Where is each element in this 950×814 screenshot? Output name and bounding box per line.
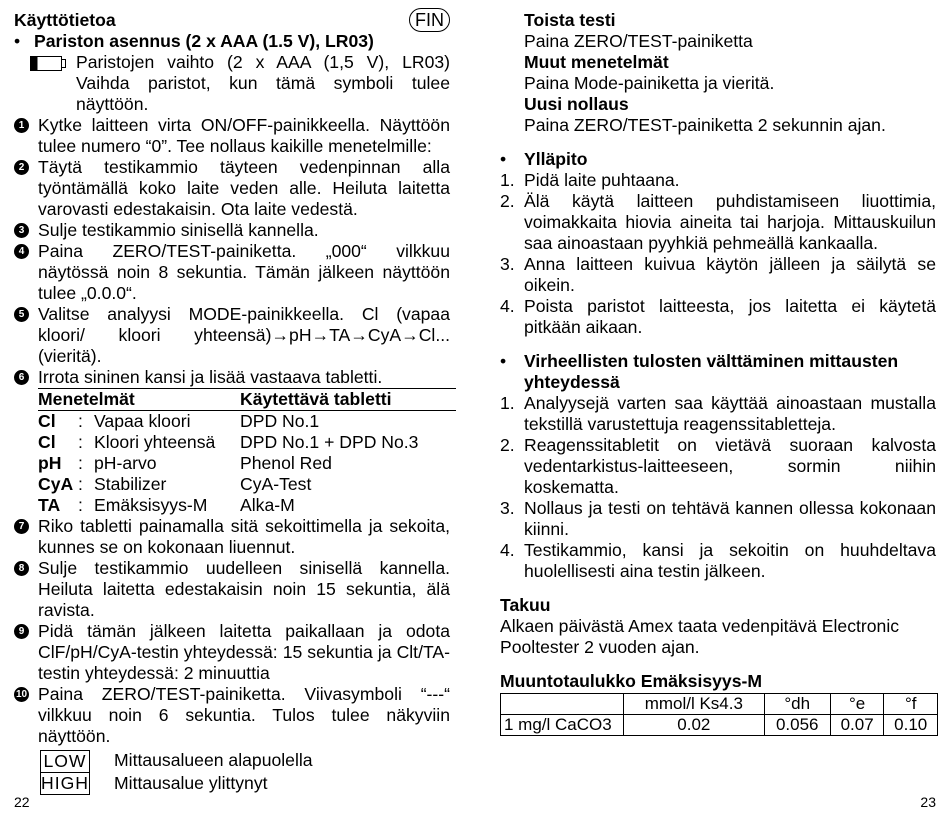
section-heading: Uusi nollaus [524, 94, 629, 114]
section-heading: Muut menetelmät [524, 52, 669, 72]
battery-heading: Pariston asennus (2 x AAA (1.5 V), LR03) [34, 31, 374, 51]
low-indicator-text: Mittausalueen alapuolella [114, 750, 313, 770]
conversion-table [500, 693, 938, 736]
method-name: pH-arvo [94, 453, 157, 473]
bullet-icon: • [500, 149, 507, 169]
errors-heading-row [500, 351, 936, 393]
item-text: Älä käytä laitteen puhdistamiseen liuottimia, voimakkaita hiovia aineita tai harjoja. Mittauskuilun saa ainoastaan pyyhkiä pehmeällä kankaalla. [524, 191, 936, 253]
method-tablet: DPD No.1 [240, 411, 320, 431]
conversion-value-cell: 0.02 [624, 715, 765, 736]
step-number-icon: 7 [14, 519, 29, 534]
method-code: Cl [38, 411, 56, 431]
step-number-icon: 8 [14, 561, 29, 576]
method-colon: : [78, 411, 83, 431]
battery-icon [30, 52, 76, 115]
page-number-right: 23 [920, 794, 936, 810]
item-number: 3. [500, 254, 515, 274]
low-indicator-row [40, 750, 450, 773]
tablet-header: Käytettävä tabletti [240, 389, 456, 411]
method-name: Vapaa kloori [94, 411, 191, 431]
list-item [500, 498, 936, 540]
method-tablet: Phenol Red [240, 453, 332, 473]
conversion-value-cell: 0.056 [764, 715, 830, 736]
high-indicator-text: Mittausalue ylittynyt [114, 773, 268, 793]
method-row [38, 411, 456, 433]
item-text: Pidä laite puhtaana. [524, 170, 680, 190]
list-item [500, 191, 936, 254]
low-indicator: LOW [40, 750, 90, 773]
list-item [500, 170, 936, 191]
list-item [500, 296, 936, 338]
battery-note [14, 52, 450, 115]
conversion-value-cell: 0.10 [884, 715, 938, 736]
battery-heading-row [14, 31, 450, 52]
step-number-icon: 1 [14, 118, 29, 133]
conversion-header-cell: °e [830, 694, 884, 715]
step-text: Sulje testikammio uudelleen sinisellä kannella. Heiluta laitetta edestakaisin noin 15 sekuntia, älä ravista. [38, 558, 450, 620]
warranty-heading: Takuu [500, 595, 551, 615]
list-item [500, 435, 936, 498]
item-text: Analyysejä varten saa käyttää ainoastaan mustalla tekstillä varustettuja reagenssitabletteja. [524, 393, 936, 434]
item-text: Reagenssitabletit on vietävä suoraan kalvosta vedentarkistus-laitteeseen, sormin niihin koskematta. [524, 435, 936, 497]
method-colon: : [78, 495, 83, 515]
maintenance-heading: Ylläpito [524, 149, 588, 169]
steps-list-a [14, 115, 450, 388]
left-page [14, 10, 450, 795]
method-code: pH [38, 453, 62, 473]
instruction-step [14, 220, 450, 241]
high-indicator-row [40, 773, 450, 795]
item-text: Anna laitteen kuivua käytön jälleen ja säilytä se oikein. [524, 254, 936, 295]
method-row [38, 432, 456, 453]
conversion-header-cell: °dh [764, 694, 830, 715]
method-colon: : [78, 432, 83, 452]
method-name: Kloori yhteensä [94, 432, 216, 452]
method-row [38, 453, 456, 474]
conversion-value-row [501, 715, 938, 736]
conversion-heading: Muuntotaulukko Emäksisyys-M [500, 671, 763, 691]
method-colon: : [78, 453, 83, 473]
step-text: Riko tabletti painamalla sitä sekoittimella ja sekoita, kunnes se on kokonaan liuennut. [38, 516, 450, 557]
section-text: Paina ZERO/TEST-painiketta [524, 31, 753, 51]
item-text: Poista paristot laitteesta, jos laitetta ei käytetä pitkään aikaan. [524, 296, 936, 337]
item-number: 4. [500, 296, 515, 316]
step-text: Paina ZERO/TEST-painiketta. „000“ vilkkuu näytössä noin 8 sekuntia. Tämän jälkeen näyttöön tulee „0.0.0“. [38, 241, 450, 303]
method-code: Cl [38, 432, 56, 452]
method-code: TA [38, 495, 61, 515]
section-text: Paina Mode-painiketta ja vieritä. [524, 73, 775, 93]
bullet-icon: • [500, 351, 507, 371]
step-text: Sulje testikammio sinisellä kannella. [38, 220, 319, 240]
instruction-step [14, 115, 450, 157]
item-number: 4. [500, 540, 515, 560]
section-text: Paina ZERO/TEST-painiketta 2 sekunnin ajan. [524, 115, 886, 135]
method-name: Emäksisyys-M [94, 495, 208, 515]
conversion-header-cell: mmol/l Ks4.3 [624, 694, 765, 715]
step-number-icon: 4 [14, 244, 29, 259]
step-text: Irrota sininen kansi ja lisää vastaava tabletti. [38, 367, 383, 387]
method-tablet: CyA-Test [240, 474, 312, 494]
item-text: Testikammio, kansi ja sekoitin on huuhdeltava huolellisesti aina testin jälkeen. [524, 540, 936, 581]
step-text: Pidä tämän jälkeen laitetta paikallaan ja odota ClF/pH/CyA-testin yhteydessä: 15 sekuntia ja Clt/TA-testin yhteydessä: 2 minuuttia [38, 621, 450, 683]
item-number: 3. [500, 498, 515, 518]
conversion-header-row [501, 694, 938, 715]
high-indicator: HIGH [41, 773, 89, 793]
methods-header: Menetelmät [38, 389, 240, 411]
step-text: Paina ZERO/TEST-painiketta. Viivasymboli “---“ vilkkuu noin 6 sekuntia. Tulos tulee näkyviin näyttöön. [38, 684, 450, 746]
step-number-icon: 6 [14, 370, 29, 385]
conversion-value-cell: 0.07 [830, 715, 884, 736]
bullet-icon: • [14, 31, 21, 51]
item-number: 1. [500, 393, 515, 413]
language-badge: FIN [409, 8, 450, 32]
step-number-icon: 10 [15, 689, 28, 700]
title-row [14, 10, 450, 31]
instruction-step [14, 621, 450, 684]
step-number-icon: 2 [14, 160, 29, 175]
maintenance-list [500, 170, 936, 338]
instruction-step [14, 367, 450, 388]
method-name: Stabilizer [94, 474, 167, 494]
item-number: 2. [500, 191, 515, 211]
step-number-icon: 3 [14, 223, 29, 238]
step-text: Valitse analyysi MODE-painikkeella. Cl (vapaa kloori/ kloori yhteensä)→pH→TA→CyA→Cl...(vieritä). [38, 304, 450, 366]
conversion-header-cell: °f [884, 694, 938, 715]
step-text: Kytke laitteen virta ON/OFF-painikkeella. Näyttöön tulee numero “0”. Tee nollaus kaikille menetelmille: [38, 115, 450, 156]
battery-text: Paristojen vaihto (2 x AAA (1,5 V), LR03) Vaihda paristot, kun tämä symboli tulee näyttöön. [76, 52, 450, 114]
method-tablet: Alka-M [240, 495, 295, 515]
section-heading: Toista testi [524, 10, 616, 30]
step-number-icon: 5 [14, 307, 29, 322]
page-title: Käyttötietoa [14, 10, 116, 30]
item-text: Nollaus ja testi on tehtävä kannen ollessa kokonaan kiinni. [524, 498, 936, 539]
instruction-step [14, 558, 450, 621]
step-text: Täytä testikammio täyteen vedenpinnan alla työntämällä koko laite veden alle. Heiluta laitetta varovasti edestakaisin. Ota laite vedestä. [38, 157, 450, 219]
instruction-step [14, 157, 450, 220]
errors-heading: Virheellisten tulosten välttäminen mittausten yhteydessä [524, 351, 899, 392]
right-page [500, 10, 936, 736]
method-colon: : [78, 474, 83, 494]
instruction-step [14, 684, 450, 747]
instruction-step [14, 304, 450, 367]
item-number: 1. [500, 170, 515, 190]
list-item [500, 393, 936, 435]
conversion-header-cell [501, 694, 624, 715]
method-code: CyA [38, 474, 74, 494]
errors-list [500, 393, 936, 582]
maintenance-heading-row [500, 149, 936, 170]
warranty-text: Alkaen päivästä Amex taata vedenpitävä Electronic Pooltester 2 vuoden ajan. [500, 616, 900, 657]
steps-list-b [14, 516, 450, 747]
conversion-row-label: 1 mg/l CaCO3 [501, 715, 624, 736]
instruction-step [14, 516, 450, 558]
list-item [500, 254, 936, 296]
list-item [500, 540, 936, 582]
page-number-left: 22 [14, 794, 30, 810]
methods-table [38, 388, 456, 516]
item-number: 2. [500, 435, 515, 455]
method-row [38, 495, 456, 516]
step-number-icon: 9 [14, 624, 29, 639]
instruction-step [14, 241, 450, 304]
method-tablet: DPD No.1 + DPD No.3 [240, 432, 419, 452]
method-row [38, 474, 456, 495]
